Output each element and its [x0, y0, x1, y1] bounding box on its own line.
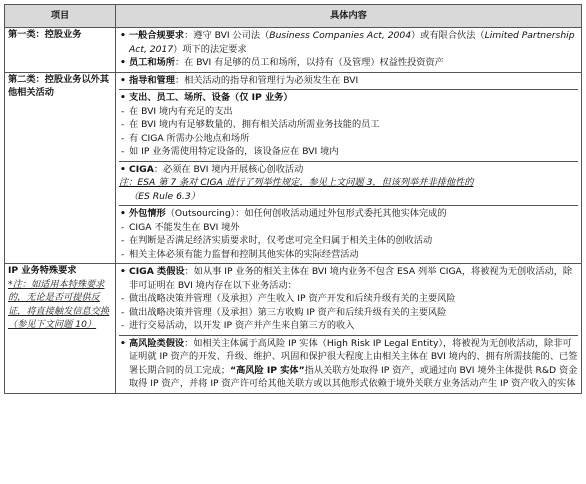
note-ref: （ES Rule 6.3）: [129, 190, 200, 202]
content-block: [119, 90, 578, 162]
content-block: [119, 28, 578, 72]
sub-item: - 如 IP 业务需使用特定设备的，该设备应在 BVI 境内: [119, 145, 578, 159]
sub-item: - 有 CIGA 所需办公地点和场所: [119, 132, 578, 146]
header-row: [5, 5, 582, 28]
sub-item: - 在 BVI 境内有充足的支出: [119, 105, 578, 119]
bullet-text: ：必须在 BVI 境内开展核心创收活动: [153, 163, 304, 175]
category-label: IP 业务特殊要求: [8, 265, 77, 276]
content-cell: [116, 28, 582, 73]
table-row: [5, 72, 582, 264]
bullet-text: ：如相关主体属于高风险 IP 实体（High Risk IP Legal Entity），将被视为无创收活动，除非可证明就 IP 资产的开发、升级、维护、巩固和保护很大程度上由相关主体在 BVI 境内的、拥有所需技能的、已签署长期合同的员工完成；: [129, 337, 578, 376]
bullet-heading: 外包情形: [129, 208, 166, 219]
category-cell: [5, 72, 116, 264]
bullet-heading: 指导和管理: [129, 74, 175, 86]
sub-item: - 在 BVI 境内有足够数量的、拥有相关活动所需业务技能的员工: [119, 118, 578, 132]
category-label: 第一类：控股业务: [8, 29, 82, 40]
list-item: [119, 56, 578, 70]
category-note: *注：如适用本特殊要求的，无论是否可提供反证，将直接触发信息交换（参见下文问题 10）: [8, 278, 110, 330]
bullet-heading: 一般合规要求: [129, 30, 185, 41]
bullet-text: ）或有限合伙法（: [411, 30, 485, 41]
sub-item: - 在判断是否满足经济实质要求时，仅考虑可完全归属于相关主体的创收活动: [119, 234, 578, 248]
bullet-heading: 高风险类假设: [129, 337, 185, 349]
bullet-heading: 员工和场所: [129, 57, 175, 68]
content-cell: [116, 264, 582, 394]
sub-item: - 做出战略决策并管理（及承担）第三方收购 IP 资产和后续升级有关的主要风险: [119, 306, 578, 320]
list-item: [119, 163, 578, 177]
content-cell: [116, 72, 582, 264]
sub-item: - 进行交易活动，以开发 IP 资产并产生来自第三方的收入: [119, 319, 578, 333]
list-item: [119, 74, 578, 88]
bullet-text: ：相关活动的指导和管理行为必须发生在 BVI: [174, 74, 359, 86]
category-cell: [5, 28, 116, 73]
list-item: [119, 265, 578, 292]
bullet-heading: CIGA: [129, 163, 154, 175]
note-text: 注：ESA 第 7 条对 CIGA 进行了列举性规定，参见上文问题 3，但该列举并非排他性的: [119, 177, 474, 188]
bullet-heading: 支出、员工、场所、设备（仅 IP 业务）: [129, 92, 293, 103]
bullet-text: ）项下的法定要求: [173, 43, 247, 55]
sub-item: - 做出战略决策并管理（及承担）产生收入 IP 资产开发和后续升级有关的主要风险: [119, 292, 578, 306]
table-row: [5, 28, 582, 73]
defined-term: “高风险 IP 实体”: [230, 364, 305, 376]
header-col-item: 项目: [5, 5, 116, 28]
content-block: [119, 206, 578, 263]
content-block: [119, 162, 578, 207]
table-row: [5, 264, 582, 394]
content-block: [119, 264, 578, 336]
content-block: [119, 336, 578, 393]
bullet-text: （Outsourcing）：如任何创收活动通过外包形式委托其他实体完成的: [165, 208, 447, 219]
bullet-text: ：遵守 BVI 公司法（: [184, 30, 270, 41]
category-cell: [5, 264, 116, 394]
list-item: [119, 207, 578, 221]
law-name: Limited Partnership Act, 2017: [129, 30, 575, 55]
bullet-text: ：在 BVI 有足够的员工和场所，以持有（及管理）权益性投资资产: [174, 57, 444, 68]
sub-item: - CIGA 不能发生在 BVI 境外: [119, 221, 578, 235]
sub-item: - 相关主体必须有能力监督和控制其他实体的实际经营活动: [119, 248, 578, 262]
list-item: [119, 29, 578, 56]
category-label: 第二类：控股业务以外其他相关活动: [8, 73, 110, 98]
bullet-text: ：如从事 IP 业务的相关主体在 BVI 境内业务不包含 ESA 列举 CIGA，将被视为无创收活动，除非可证明在 BVI 境内存在以下业务活动：: [129, 266, 573, 291]
bullet-text: 指从关联方处取得 IP 资产，或通过向 BVI 境外主体提供 R&D 资金取得 IP 资产，并将 IP 资产许可给其他关联方或以其他形式依赖于境外关联方业务活动产生 IP 资产收入的实体: [129, 364, 578, 389]
law-name: Business Companies Act, 2004: [269, 30, 412, 41]
content-table: [4, 4, 582, 394]
header-col-content: 具体内容: [116, 5, 582, 28]
list-item: [119, 337, 578, 391]
content-block: [119, 73, 578, 91]
list-item: [119, 91, 578, 105]
bullet-heading: CIGA 类假设: [129, 266, 185, 277]
